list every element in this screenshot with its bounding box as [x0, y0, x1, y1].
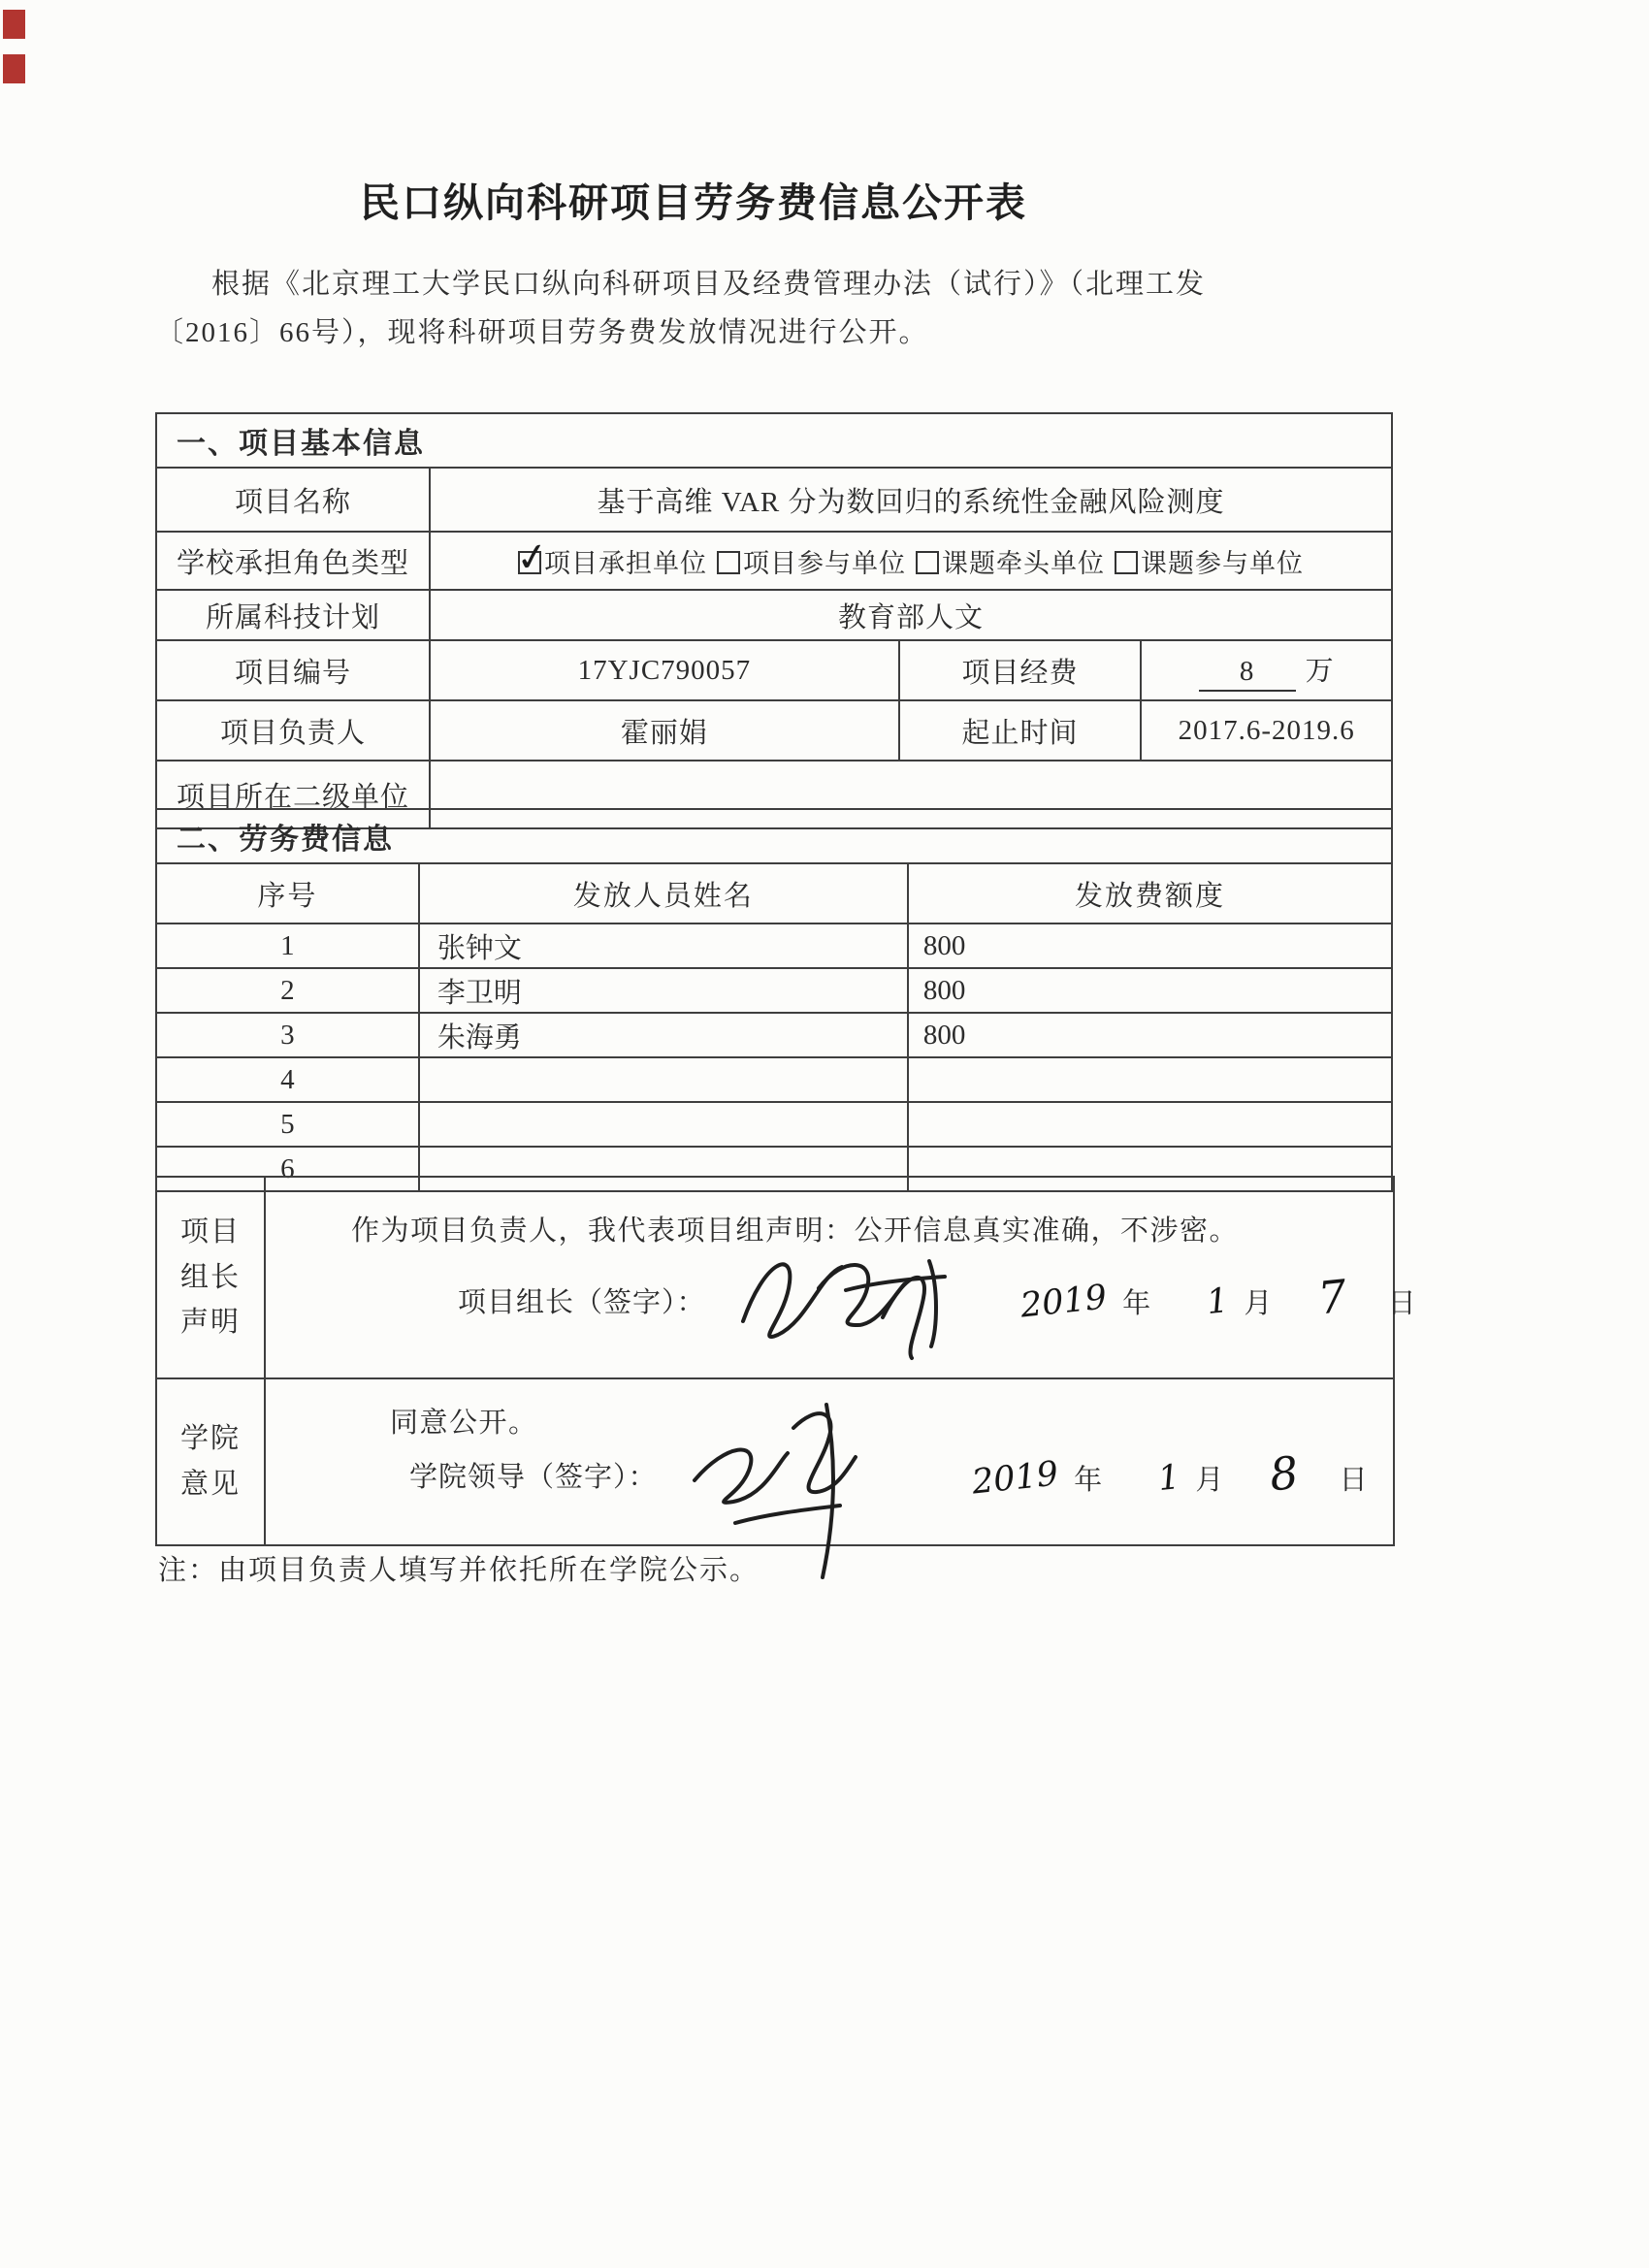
handwritten-year: 2019 — [970, 1454, 1060, 1503]
checkbox-icon — [717, 551, 740, 574]
project-no-value: 17YJC790057 — [430, 640, 899, 700]
labor-fee-row — [156, 923, 1392, 968]
labor-fee-amount: 800 — [908, 1013, 1392, 1057]
period-value: 2017.6-2019.6 — [1141, 700, 1392, 761]
labor-fee-table — [155, 808, 1393, 1192]
program-value: 教育部人文 — [430, 590, 1392, 640]
handwritten-day: 8 — [1267, 1445, 1302, 1502]
basic-info-table — [155, 412, 1393, 829]
labor-fee-row — [156, 968, 1392, 1013]
role-type-value — [430, 532, 1392, 590]
college-sign-label: 学院领导（签字）： — [409, 1462, 658, 1493]
basic-info-section-title: 一、项目基本信息 — [156, 413, 1392, 468]
budget-label: 项目经费 — [899, 640, 1142, 700]
role-option-label: 项目参与单位 — [742, 548, 906, 578]
checkbox-icon — [1115, 551, 1138, 574]
month-char: 月 — [1244, 1288, 1273, 1319]
leader-sign-date — [1018, 1269, 1416, 1326]
project-name-label: 项目名称 — [156, 468, 430, 532]
checkbox-icon — [916, 551, 939, 574]
footnote: 注：由项目负责人填写并依托所在学院公示。 — [158, 1555, 760, 1586]
labor-fee-row — [156, 1013, 1392, 1057]
budget-amount: 8 — [1199, 656, 1296, 692]
leader-statement-cell — [265, 1177, 1416, 1378]
role-type-label: 学校承担角色类型 — [156, 532, 430, 590]
role-option-label: 项目承担单位 — [543, 548, 707, 578]
year-char: 年 — [1074, 1465, 1103, 1496]
unit-label: 项目所在二级单位 — [156, 761, 430, 828]
labor-fee-rows — [156, 923, 1392, 1191]
intro-line-1: 根据《北京理工大学民口纵向科研项目及经费管理办法（试行）》（北理工发 — [211, 269, 1207, 300]
leader-sign-label: 项目组长（签字）： — [458, 1287, 706, 1318]
handwritten-year: 2019 — [1018, 1278, 1109, 1326]
labor-fee-seq: 2 — [156, 968, 419, 1013]
labor-fee-amount: 800 — [908, 968, 1392, 1013]
leader-signature — [729, 1232, 972, 1358]
labor-fee-amount: 800 — [908, 923, 1392, 968]
project-name-value: 基于高维 VAR 分为数回归的系统性金融风险测度 — [430, 468, 1392, 532]
labor-fee-seq: 3 — [156, 1013, 419, 1057]
role-option — [1105, 549, 1304, 578]
role-option-label: 课题参与单位 — [1140, 548, 1304, 578]
role-option — [518, 549, 707, 578]
day-char: 日 — [1387, 1288, 1416, 1319]
labor-fee-row — [156, 1057, 1392, 1102]
period-label: 起止时间 — [899, 700, 1142, 761]
college-opinion-row-label: 学院 意见 — [156, 1378, 265, 1545]
labor-fee-amount — [908, 1102, 1392, 1147]
leader-value: 霍丽娟 — [430, 700, 899, 761]
leader-label: 项目负责人 — [156, 700, 430, 761]
labor-fee-seq: 6 — [156, 1147, 419, 1191]
role-options — [518, 548, 1304, 579]
labor-fee-section-title: 二、劳务费信息 — [156, 809, 1392, 863]
col-header-amount: 发放费额度 — [908, 863, 1392, 923]
college-sign-date — [970, 1445, 1368, 1503]
labor-fee-name: 张钟文 — [419, 923, 908, 968]
labor-fee-seq: 1 — [156, 923, 419, 968]
role-option — [707, 549, 906, 578]
budget-unit: 万 — [1305, 656, 1335, 687]
handwritten-day: 7 — [1315, 1269, 1350, 1325]
month-char: 月 — [1195, 1465, 1224, 1496]
budget-value-cell — [1141, 640, 1392, 700]
labor-fee-name: 李卫明 — [419, 968, 908, 1013]
program-label: 所属科技计划 — [156, 590, 430, 640]
labor-fee-row — [156, 1102, 1392, 1147]
labor-fee-seq: 5 — [156, 1102, 419, 1147]
handwritten-month: 1 — [1205, 1280, 1231, 1323]
labor-fee-name — [419, 1102, 908, 1147]
intro-line-2: 〔2016〕66号），现将科研项目劳务费发放情况进行公开。 — [155, 317, 929, 349]
form-title: 民口纵向科研项目劳务费信息公开表 — [360, 180, 1027, 225]
red-scan-mark — [3, 10, 25, 39]
labor-fee-seq: 4 — [156, 1057, 419, 1102]
year-char: 年 — [1122, 1288, 1151, 1319]
role-option-label: 课题牵头单位 — [941, 548, 1105, 578]
labor-fee-name — [419, 1057, 908, 1102]
labor-fee-name: 朱海勇 — [419, 1013, 908, 1057]
leader-statement-text: 作为项目负责人，我代表项目组声明：公开信息真实准确，不涉密。 — [351, 1215, 1240, 1247]
role-option — [906, 549, 1105, 578]
day-char: 日 — [1339, 1465, 1368, 1496]
col-header-name: 发放人员姓名 — [419, 863, 908, 923]
project-no-label: 项目编号 — [156, 640, 430, 700]
red-scan-mark — [3, 54, 25, 83]
leader-statement-row-label: 项目 组长 声明 — [156, 1177, 265, 1378]
statement-table — [155, 1176, 1416, 1546]
checked-checkbox-icon — [518, 551, 541, 574]
handwritten-month: 1 — [1156, 1457, 1182, 1500]
col-header-seq: 序号 — [156, 863, 419, 923]
intro-paragraph — [155, 260, 1242, 358]
college-opinion-text: 同意公开。 — [390, 1408, 538, 1439]
college-opinion-cell — [265, 1378, 1394, 1545]
labor-fee-amount — [908, 1057, 1392, 1102]
